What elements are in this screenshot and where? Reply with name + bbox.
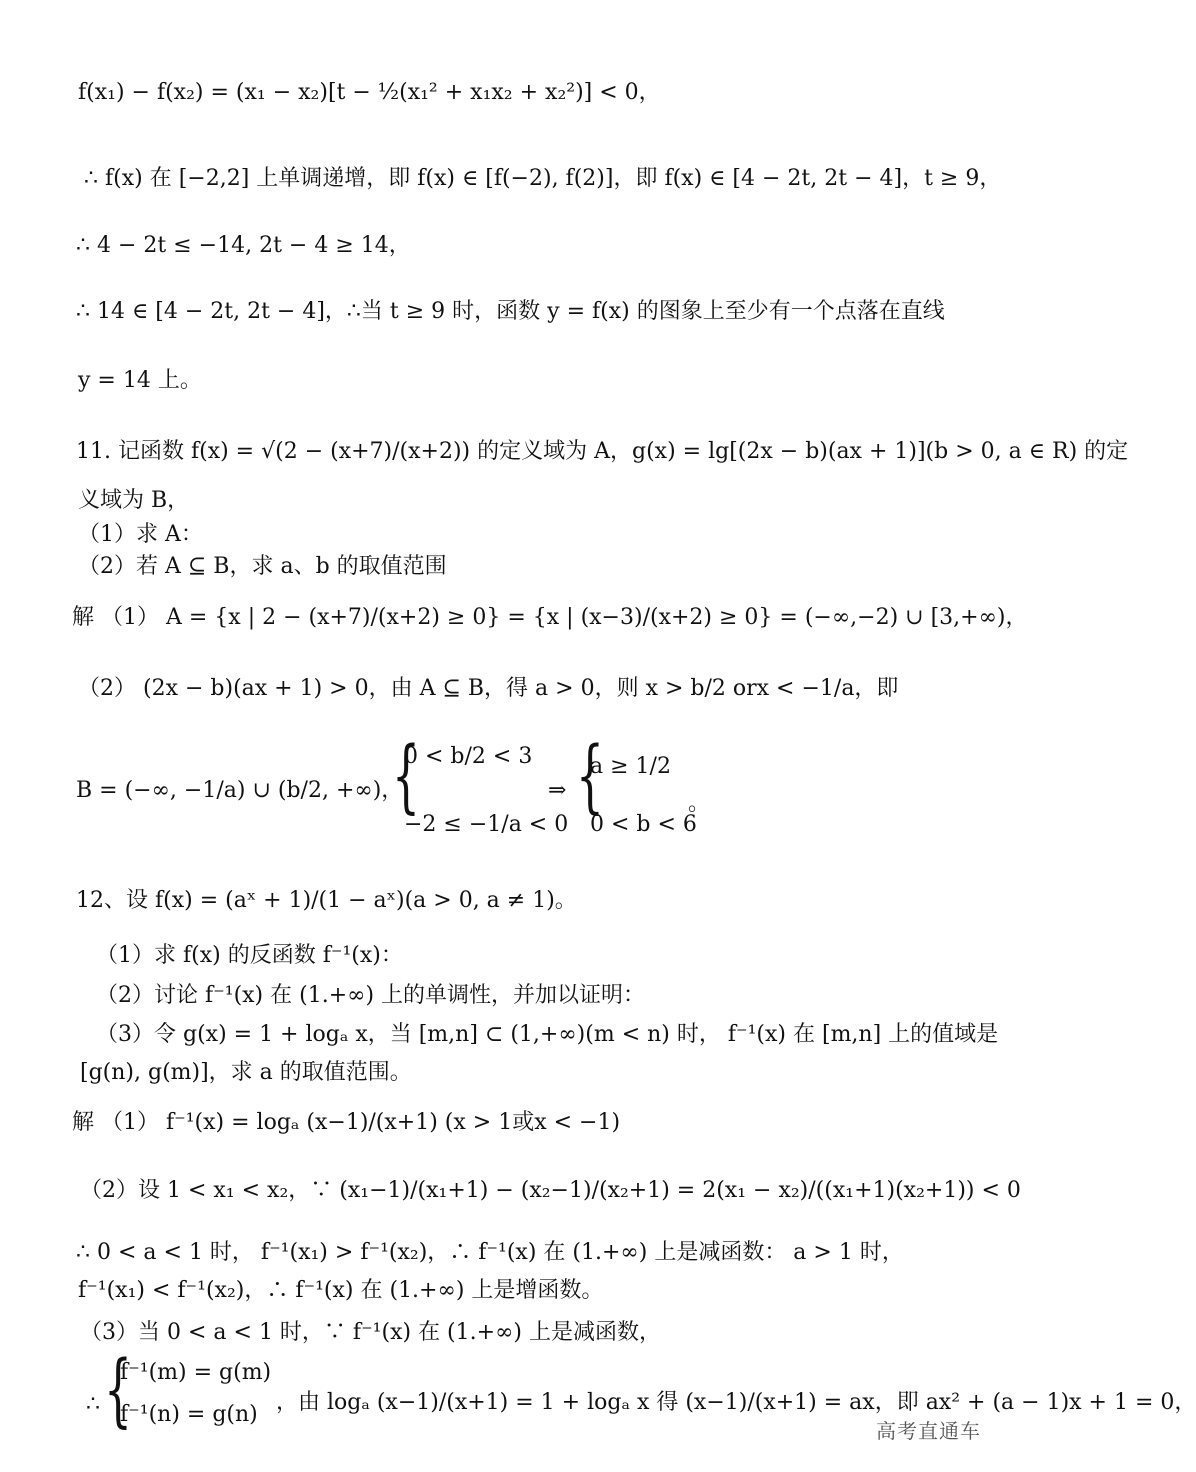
- system-12-line-1: f⁻¹(m) = g(m): [120, 1360, 272, 1385]
- system-brace-right: {: [576, 729, 604, 822]
- system-2-line-2: 0 < b < 6: [590, 812, 697, 837]
- question-11-line-1: 11. 记函数 f(x) = √(2 − (x+7)/(x+2)) 的定义域为 A，g(x) = lg[(2x − b)(ax + 1)](b > 0, a ∈ R) 的定: [76, 439, 1129, 464]
- solution-12-line-4: f⁻¹(x₁) < f⁻¹(x₂)，∴ f⁻¹(x) 在 (1.+∞) 上是增函数。: [78, 1278, 604, 1303]
- system-2-line-1: a ≥ 1/2: [590, 754, 671, 779]
- period-mark: 。: [688, 791, 711, 816]
- line-3: ∴ 4 − 2t ≤ −14, 2t − 4 ≥ 14，: [76, 233, 411, 258]
- system-1-line-1: 0 < b/2 < 3: [404, 744, 533, 769]
- question-12-part-3-cont: [g(n), g(m)]，求 a 的取值范围。: [80, 1060, 412, 1085]
- question-12-part-1: （1）求 f(x) 的反函数 f⁻¹(x)：: [96, 943, 403, 968]
- question-12-line-1: 12、设 f(x) = (aˣ + 1)/(1 − aˣ)(a > 0, a ≠ 1)。: [76, 888, 577, 913]
- implies-arrow: ⇒: [548, 778, 567, 803]
- system-brace-12: {: [104, 1343, 132, 1436]
- line-1: f(x₁) − f(x₂) = (x₁ − x₂)[t − ½(x₁² + x₁x₂ + x₂²)] < 0，: [78, 80, 661, 105]
- solution-12-part-3: （3）当 0 < a < 1 时，∵ f⁻¹(x) 在 (1.+∞) 上是减函数，: [80, 1320, 661, 1345]
- solution-11-set-b: B = (−∞, −1/a) ∪ (b/2, +∞)，: [76, 778, 404, 803]
- system-12-line-2: f⁻¹(n) = g(n): [120, 1402, 258, 1427]
- solution-12-line-3: ∴ 0 < a < 1 时， f⁻¹(x₁) > f⁻¹(x₂)，∴ f⁻¹(x) 在 (1.+∞) 上是减函数： a > 1 时，: [76, 1240, 904, 1265]
- question-11-part-2: （2）若 A ⊆ B，求 a、b 的取值范围: [78, 554, 447, 579]
- system-brace-left: {: [392, 729, 420, 822]
- system-1-line-2: −2 ≤ −1/a < 0: [404, 812, 569, 837]
- solution-11-part-2: （2） (2x − b)(ax + 1) > 0，由 A ⊆ B，得 a > 0，则 x > b/2 orx < −1/a，即: [78, 676, 899, 701]
- question-11-line-2: 义域为 B，: [78, 488, 190, 513]
- question-11-part-1: （1）求 A：: [78, 522, 203, 547]
- solution-12-part-1: 解 （1） f⁻¹(x) = logₐ (x−1)/(x+1) (x > 1或x < −1): [72, 1110, 621, 1135]
- line-4: ∴ 14 ∈ [4 − 2t, 2t − 4]，∴当 t ≥ 9 时，函数 y = f(x) 的图象上至少有一个点落在直线: [76, 299, 945, 324]
- solution-11-part-1: 解 （1） A = {x | 2 − (x+7)/(x+2) ≥ 0} = {x | (x−3)/(x+2) ≥ 0} = (−∞,−2) ∪ [3,+∞)，: [72, 605, 1028, 630]
- question-12-part-3: （3）令 g(x) = 1 + logₐ x，当 [m,n] ⊂ (1,+∞)(m < n) 时， f⁻¹(x) 在 [m,n] 上的值域是: [96, 1022, 999, 1047]
- therefore-symbol: ∴: [86, 1392, 100, 1417]
- line-5: y = 14 上。: [78, 368, 202, 393]
- line-2: ∴ f(x) 在 [−2,2] 上单调递增，即 f(x) ∈ [f(−2), f(2)]，即 f(x) ∈ [4 − 2t, 2t − 4]，t ≥ 9，: [84, 166, 1002, 191]
- solution-12-part-2: （2）设 1 < x₁ < x₂，∵ (x₁−1)/(x₁+1) − (x₂−1)/(x₂+1) = 2(x₁ − x₂)/((x₁+1)(x₂+1)) < 0: [80, 1178, 1021, 1203]
- watermark-text: 高考直通车: [876, 1419, 981, 1443]
- question-12-part-2: （2）讨论 f⁻¹(x) 在 (1.+∞) 上的单调性，并加以证明：: [96, 983, 646, 1008]
- solution-12-line-6: ，由 logₐ (x−1)/(x+1) = 1 + logₐ x 得 (x−1)/(x+1) = ax，即 ax² + (a − 1)x + 1 = 0，: [276, 1390, 1196, 1415]
